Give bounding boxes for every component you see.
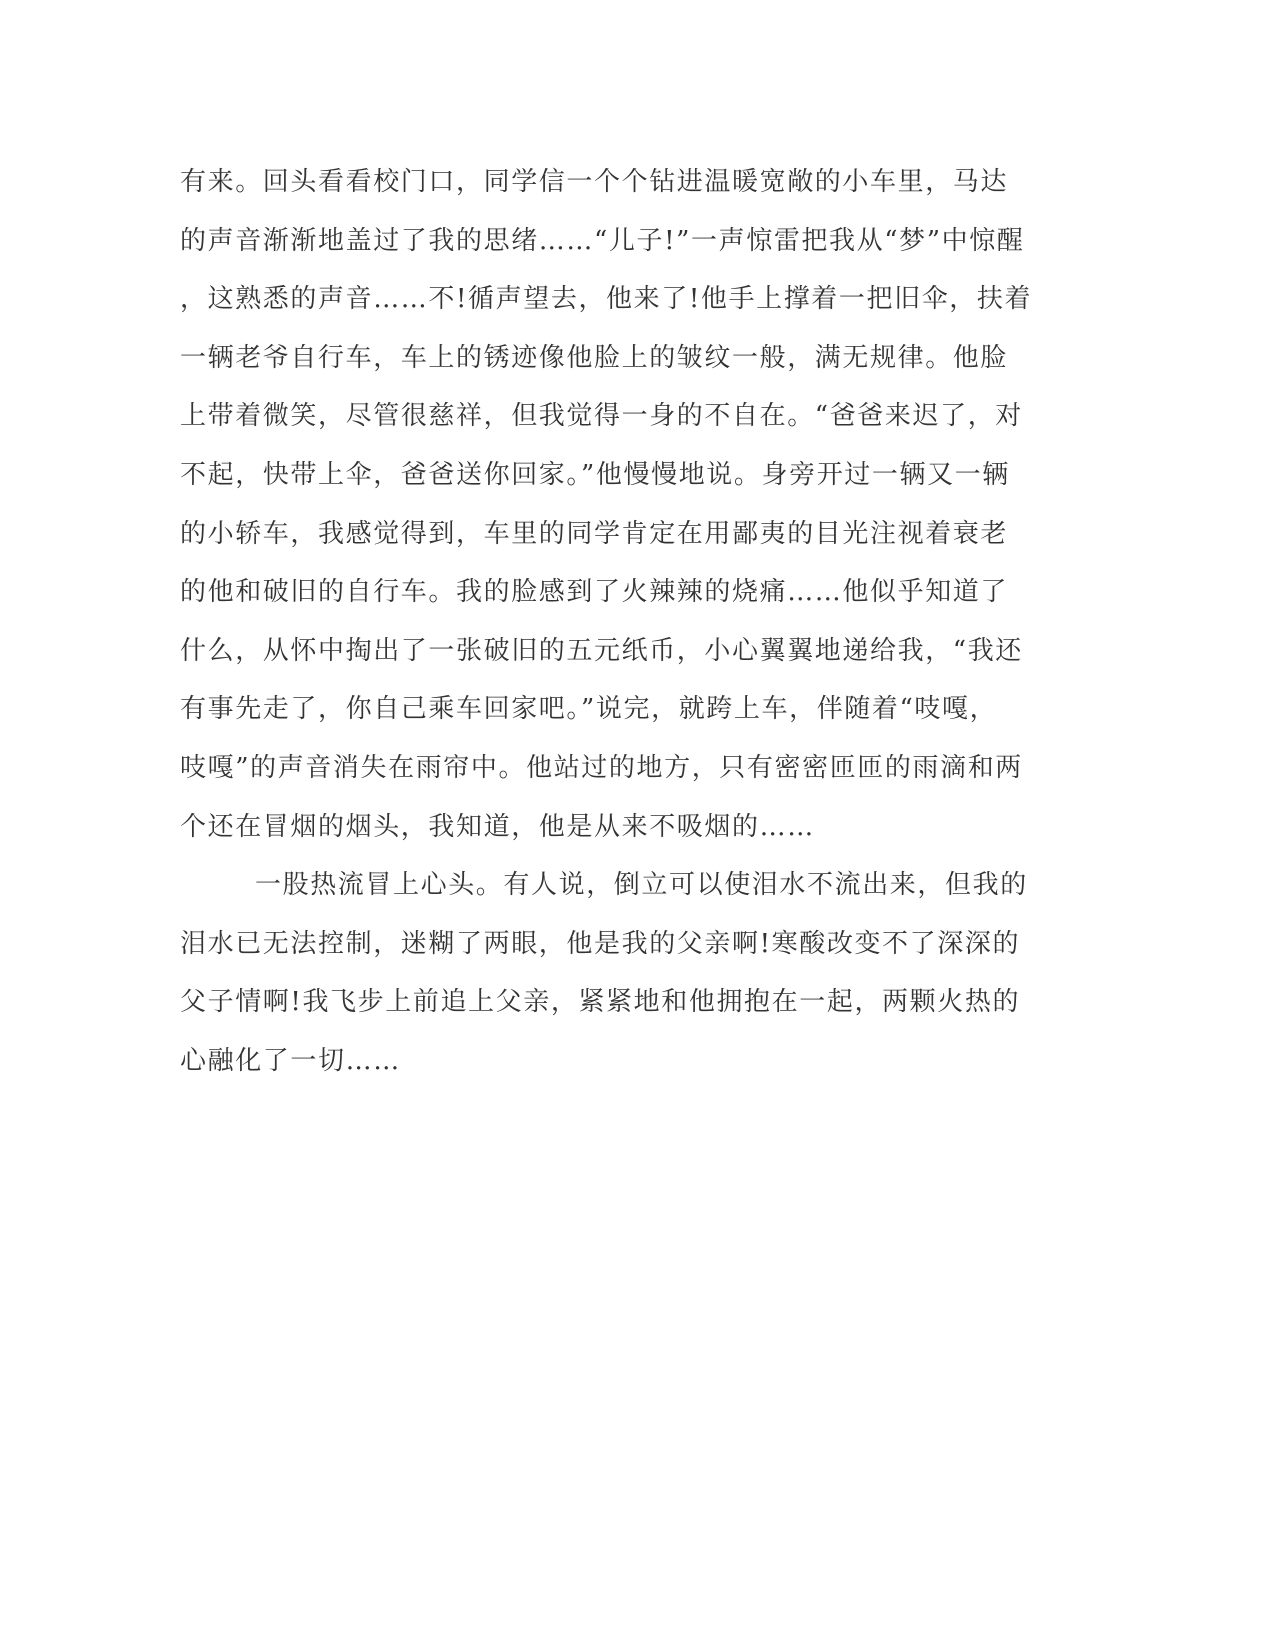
body-text bbox=[180, 153, 1040, 1091]
text-line: ，这熟悉的声音……不!循声望去，他来了!他手上撑着一把旧伞，扶着 bbox=[180, 284, 1033, 315]
text-line: 一股热流冒上心头。有人说，倒立可以使泪水不流出来，但我的 bbox=[255, 870, 1028, 901]
text-line: 不起，快带上伞，爸爸送你回家。”他慢慢地说。身旁开过一辆又一辆 bbox=[180, 459, 1010, 490]
paragraph-1 bbox=[180, 153, 1040, 856]
text-line: 有事先走了，你自己乘车回家吧。”说完，就跨上车，伴随着“吱嘎， bbox=[180, 694, 998, 725]
text-line: 有来。回头看看校门口，同学信一个个钻进温暖宽敞的小车里，马达 bbox=[180, 167, 1009, 197]
text-line: 泪水已无法控制，迷糊了两眼，他是我的父亲啊!寒酸改变不了深深的 bbox=[180, 928, 1021, 959]
text-line: 个还在冒烟的烟头，我知道，他是从来不吸烟的…… bbox=[180, 811, 815, 842]
text-line: 的他和破旧的自行车。我的脸感到了火辣辣的烧痛……他似乎知道了 bbox=[180, 577, 1009, 608]
text-line: 一辆老爷自行车，车上的锈迹像他脸上的皱纹一般，满无规律。他脸 bbox=[180, 342, 1009, 373]
text-line: 什么，从怀中掏出了一张破旧的五元纸币，小心翼翼地递给我，“我还 bbox=[180, 635, 1023, 666]
text-line: 的声音渐渐地盖过了我的思绪……“儿子!”一声惊雷把我从“梦”中惊醒 bbox=[180, 225, 1025, 256]
text-line: 上带着微笑，尽管很慈祥，但我觉得一身的不自在。“爸爸来迟了，对 bbox=[180, 401, 1023, 432]
text-line: 的小轿车，我感觉得到，车里的同学肯定在用鄙夷的目光注视着衰老 bbox=[180, 518, 1009, 549]
paragraph-2 bbox=[180, 856, 1040, 1090]
text-line: 心融化了一切…… bbox=[180, 1045, 401, 1076]
text-line: 父子情啊!我飞步上前追上父亲，紧紧地和他拥抱在一起，两颗火热的 bbox=[180, 987, 1021, 1018]
text-line: 吱嘎”的声音消失在雨帘中。他站过的地方，只有密密匝匝的雨滴和两 bbox=[180, 752, 1023, 783]
